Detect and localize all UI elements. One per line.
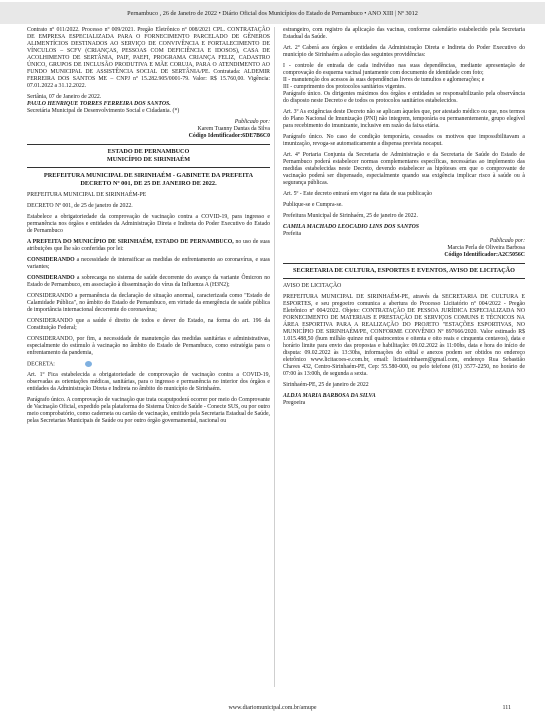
lead-bold: A PREFEITA DO MUNICÍPIO DE SIRINHAÉM, ESTADO DE PERNAMBUCO, bbox=[27, 239, 234, 245]
aviso-heading: AVISO DE LICITAÇÃO bbox=[283, 283, 342, 289]
article-2: Art. 2º Caberá aos órgãos e entidades da Administração Direta e Indireta do Poder Executivo do município de Sirinhaém a adoção das seguintes providências: bbox=[283, 45, 525, 58]
considerando-3: CONSIDERANDO a permanência da declaração de situação anormal, caracterizada como "Estado de Calamidade Pública", no âmbito do Estado de Pernambuco, em virtude da emergência de saúde pública de importância internacional decorrente do coronavírus; bbox=[27, 293, 270, 313]
article-5: Art. 5º - Este decreto entrará em vigor na data de sua publicação bbox=[283, 191, 433, 197]
header-text: Pernambuco , 26 de Janeiro de 2022 • Diário Oficial dos Municípios do Estado de Pernambuco • ANO XIII | Nº 3012 bbox=[127, 9, 418, 17]
decreta-label: DECRETA: bbox=[27, 361, 55, 368]
published-by-label: Publicado por: bbox=[234, 119, 270, 125]
left-column bbox=[27, 27, 270, 429]
blue-dot-marker bbox=[85, 361, 92, 367]
decreta-line bbox=[27, 361, 270, 368]
pregoeira-role: Pregoeira bbox=[283, 400, 306, 406]
contract-paragraph: Contrato nº 011/2022. Processo nº 009/2021. Pregão Eletrônico nº 008/2021 CPL. CONTRATAÇÃO DE EMPRESA ESPECIALIZADA PARA O FORNECIMENTO PARCELADO DE GÊNEROS ALIMENTÍCIOS DESTINADOS AO SERVIÇO DE CONVIVÊNCIA E FORTALECIMENTO DE VÍNCULOS – SCFV (CRIANÇAS, PESSOAS COM DEFICIÊNCIA E IDOSOS), CASA DE ACOLHIMENTO DE SERTÂNIA, PAIF, PAEFI, PROGRAMA CRIANÇA FELIZ, CADASTRO ÚNICO, GRUPOS DE INCLUSÃO PRODUTIVA E MÃE CORUJA, PARA O ATENDIMENTO AO FUNDO MUNICIPAL DE ASSISTÊNCIA SOCIAL DE SERTÂNIA/PE. Contratada: ALDEMIR FERREIRA DOS SANTOS ME – CNPJ nº 15.282.905/0001-79. Valor: R$ 15.760,00. Vigência: 07.01.2022 a 31.12.2022. bbox=[27, 27, 270, 89]
considerando-label: CONSIDERANDO bbox=[27, 275, 75, 281]
section-title-box bbox=[27, 144, 270, 168]
lead-rest: no uso de suas atribuições que lhe são conferidas por lei: bbox=[27, 239, 270, 252]
identifier-code: Código Identificador:6DE7B6C0 bbox=[188, 133, 270, 139]
considerando-5: CONSIDERANDO, por fim, a necessidade de manutenção das medidas sanitárias e administrativas, especialmente do estímulo à vacinação no âmbito do Estado de Pernambuco, como estratégia para o enfrentamento da pandemia, bbox=[27, 336, 270, 356]
publication-block-2 bbox=[283, 238, 525, 259]
considerando-2 bbox=[27, 275, 270, 289]
signer-role: Secretária Municipal de Desenvolvimento Social e Cidadania. (*) bbox=[27, 108, 180, 114]
decree-title: PREFEITURA MUNICIPAL DE SIRINHAÉM - GABINETE DA PREFEITA bbox=[43, 172, 254, 179]
municipality-title: MUNICÍPIO DE SIRINHAÉM bbox=[106, 156, 191, 163]
prefeitura-date: Prefeitura Municipal de Sirinhaém, 25 de janeiro de 2022. bbox=[283, 213, 418, 219]
section-title-box-2 bbox=[283, 263, 525, 279]
sirinhaem-date: Sirinhaém-PE, 25 de janeiro de 2022 bbox=[283, 382, 369, 388]
prefeita-role: Prefeita bbox=[283, 231, 302, 237]
decree-lead bbox=[27, 239, 270, 253]
published-by-label: Publicado por: bbox=[489, 238, 525, 244]
column-divider bbox=[274, 27, 275, 687]
publisher-name: Karem Tuanny Dantas da Silva bbox=[197, 126, 270, 132]
aviso-body: PREFEITURA MUNICIPAL DE SIRINHAÉM-PE, através da SECRETARIA DE CULTURA E ESPORTES, e seu pregoeiro comunica a abertura do Processo Licitatório nº 004/2022 - Pregão Eletrônico nº 004/2022. Objeto: CONTRATAÇÃO DE PESSOA JURÍDICA ESPECIALIZADA NO FORNECIMENTO DE MATERIAIS E PRESTAÇÃO DE SERVIÇOS COMUNS E TÉCNICOS NA ÁREA ESPORTIVA PARA A REALIZAÇÃO DO PROJETO "ESTAÇÕES ESPORTIVAS, NO MUNICÍPIO DE SIRINHAÉM/PE, CONFORME CONVÊNIO Nº 897666/2020. Valor estimado R$ 1.015.488,50 (hum milhão quinze mil quatrocentos e oitenta e oito reais e cinquenta centavos), data e horário limite para envio das propostas e habilitação: 09.02.2022 às 11:00hs, data e hora do início de disputa: 09.02.2022 às 13:30hs, informações do edital e anexos podem ser obtidos no endereço eletrônico www.licitacoes-e.com.br, email: licitasirinhaem@gmail.com, endereço Rua Sebastião Chaves 432, Centro-Sirinhaém-PE, Cep: 55.580-000, ou pelo telefone (81) 3577-2250, no horário de 07:00 às 13:00h, de segunda a sexta. bbox=[283, 294, 525, 377]
decree-line: DECRETO Nº 001, de 25 de janeiro de 2022. bbox=[27, 203, 133, 209]
article-3: Art. 3º As exigências deste Decreto não se aplicam àqueles que, por atestado médico ou que, nos termos do Plano Nacional de Imunização (PNI) não integrem, temporária ou permanentemente, grupo elegível para recebimento do imunizante, inclusive em razão da faixa etária. bbox=[283, 109, 525, 129]
signer-name: PAULO HENRIQUE TORRES FERREIRA DOS SANTOS. bbox=[27, 101, 171, 107]
publisher-name: Marcia Perla de Oliveira Barbosa bbox=[447, 245, 525, 251]
considerando-text: a necessidade de intensificar as medidas de enfrentamento ao coronavírus, e suas variantes; bbox=[27, 257, 270, 270]
item-ii: II - manutenção dos acessos às suas dependências livres de tumultos e aglomerações; e bbox=[283, 77, 485, 83]
right-column bbox=[283, 27, 525, 407]
considerando-label: CONSIDERANDO bbox=[27, 257, 75, 263]
page-footer bbox=[0, 705, 545, 717]
decree-subtitle: DECRETO Nº 001, DE 25 DE JANEIRO DE 2022. bbox=[80, 179, 217, 187]
pregoeira-name: ALDJA MARIA BARBOSA DA SILVA bbox=[283, 393, 376, 399]
article-4: Art. 4º Portaria Conjunta da Secretaria de Administração e da Secretaria de Saúde do Estado de Pernambuco poderá estabelecer normas complementares específicas, necessárias ao implemento das medidas estabelecidas neste Decreto, devendo estabelecer as hipóteses em que o comprovante de vacinação poderá ser dispensado, especialmente quando sua exigência implicar risco à saúde ou à segurança públicas. bbox=[283, 152, 525, 186]
prefeita-name: CAMILA MACHADO LEOCADIO LINS DOS SANTOS bbox=[283, 224, 419, 230]
identifier-code: Código Identificador:A2C5056C bbox=[444, 252, 525, 258]
item-iii: III - cumprimento dos protocolos sanitários vigentes. bbox=[283, 84, 406, 90]
article-1: Art. 1º Fica estabelecida a obrigatoriedade de comprovação de vacinação contra a COVID-19, observadas as orientações médicas, sanitárias, para o ingresso e permanência no interior dos órgãos e entidades da Administração Direta e Indireta no âmbito do município de Sirinhaém. bbox=[27, 372, 270, 393]
considerando-4: CONSIDERANDO que a saúde é direito de todos e dever do Estado, na forma do art. 196 da Constituição Federal; bbox=[27, 318, 270, 331]
paragrafo-unico-3: Parágrafo único. No caso de condição temporária, cessados os motivos que impossibilitavam a imunização, revoga-se automaticamente a dispensa prevista nocaput. bbox=[283, 134, 525, 147]
paragrafo-unico-1: Parágrafo único. A comprovação de vacinação que trata ocaputpoderá ocorrer por meio do Comprovante de Vacinação Oficial, expedido pela plataforma do Sistema Único de Saúde - Conecte SUS, ou por outro meio comprobatório, como caderneta ou cartão de vacinação, emitido pela Secretaria Estadual de Saúde, pelas Secretarias Municipais de Saúde ou por outro órgão governamental, nacional ou bbox=[27, 397, 270, 425]
contract-date: Sertânia, 07 de Janeiro de 2022. bbox=[27, 94, 102, 100]
item-i: I - controle de entrada de cada indivíduo nas suas dependências, mediante apresentação de comprovação do esquema vacinal juntamente com documento de identidade com foto; bbox=[283, 63, 525, 76]
decree-summary: Estabelece a obrigatoriedade da comprovação de vacinação contra a COVID-19, para ingresso e permanência nos órgãos e entidades da Administração Direta e Indireta do Poder Executivo do Estado de Pernambuco bbox=[27, 214, 270, 234]
continued-paragraph: estrangeiro, com registro da aplicação das vacinas, conforme calendário estabelecido pela Secretaria Estadual da Saúde. bbox=[283, 27, 525, 40]
page-header bbox=[0, 2, 545, 24]
considerando-1 bbox=[27, 257, 270, 271]
paragrafo-unico-2: Parágrafo único. Os dirigentes máximos dos órgãos e entidades se responsabilizarão pela observância do disposto neste Decreto e de todos os protocolos sanitários estabelecidos. bbox=[283, 91, 525, 104]
publication-block-1 bbox=[27, 119, 270, 140]
publique-line: Publique-se e Cumpra-se. bbox=[283, 202, 343, 208]
section-title: SECRETARIA DE CULTURA, ESPORTES E EVENTOS, AVISO DE LICITAÇÃO bbox=[293, 267, 515, 274]
prefeitura-line: PREFEITURA MUNICIPAL DE SIRINHAÉM-PE bbox=[27, 192, 147, 198]
page-number: 111 bbox=[502, 705, 511, 711]
state-title: ESTADO DE PERNAMBUCO bbox=[107, 148, 190, 155]
footer-url[interactable]: www.diariomunicipal.com.br/amupe bbox=[228, 705, 317, 711]
considerando-text: a sobrecarga no sistema de saúde decorrente do avanço da variante Ômicron no Estado de Pernambuco, em associação à disseminação do vírus da Influenza A (H3N2); bbox=[27, 275, 270, 288]
